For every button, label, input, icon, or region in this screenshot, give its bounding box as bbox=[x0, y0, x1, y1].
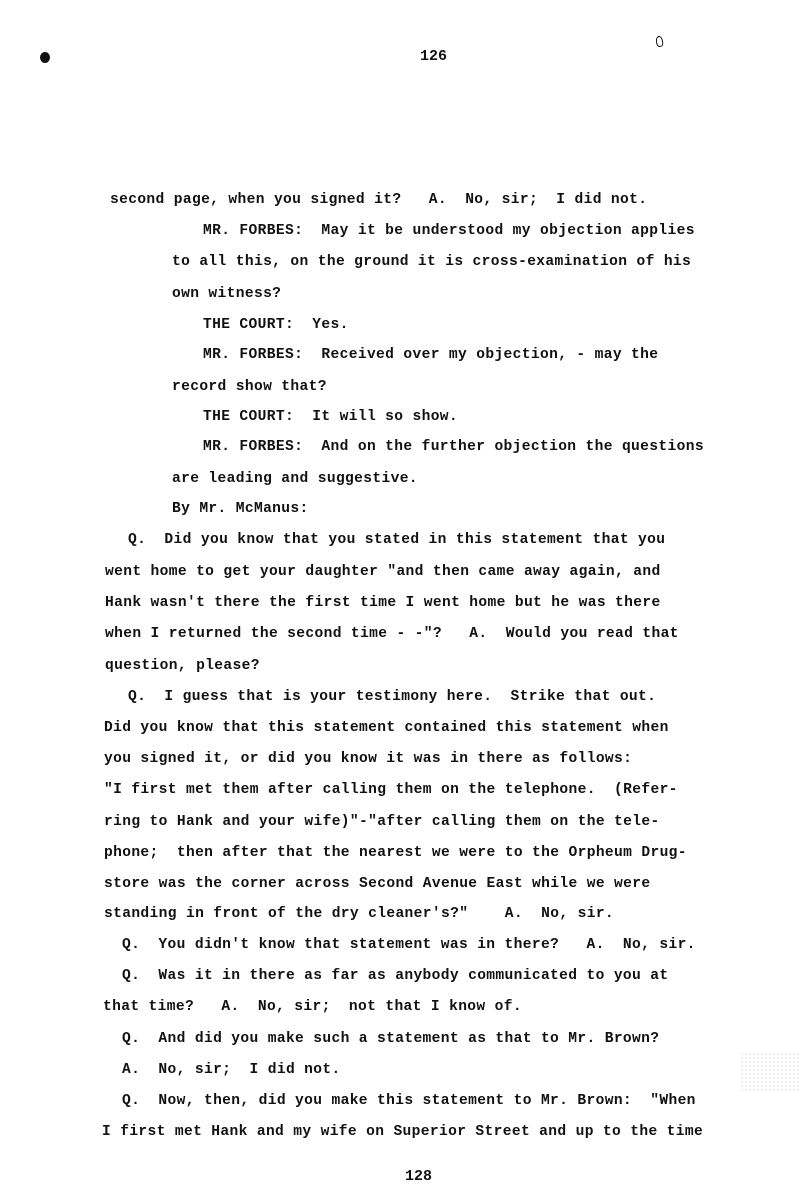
transcript-line: are leading and suggestive. bbox=[172, 471, 418, 487]
transcript-line: By Mr. McManus: bbox=[172, 501, 309, 517]
transcript-line: standing in front of the dry cleaner's?" A. No, sir. bbox=[104, 906, 615, 922]
transcript-line: record show that? bbox=[172, 379, 327, 395]
transcript-line: Did you know that this statement contained this statement when bbox=[104, 720, 669, 736]
page-number-top: 126 bbox=[420, 48, 448, 65]
transcript-line: "I first met them after calling them on the telephone. (Refer- bbox=[104, 782, 678, 798]
transcript-line: question, please? bbox=[105, 658, 260, 674]
punch-hole-mark bbox=[40, 52, 50, 63]
transcript-line: Q. I guess that is your testimony here. Strike that out. bbox=[128, 689, 657, 705]
transcript-line: Q. Was it in there as far as anybody communicated to you at bbox=[122, 968, 669, 984]
transcript-line: THE COURT: Yes. bbox=[203, 317, 349, 333]
transcript-line: Q. And did you make such a statement as that to Mr. Brown? bbox=[122, 1031, 660, 1047]
transcript-line: MR. FORBES: And on the further objection the questions bbox=[203, 439, 704, 455]
transcript-line: own witness? bbox=[172, 286, 282, 302]
transcript-line: ring to Hank and your wife)"-"after calling them on the tele- bbox=[104, 814, 660, 830]
transcript-line: Q. You didn't know that statement was in there? A. No, sir. bbox=[122, 937, 696, 953]
transcript-line: I first met Hank and my wife on Superior Street and up to the time bbox=[102, 1124, 704, 1140]
transcript-line: Q. Did you know that you stated in this statement that you bbox=[128, 532, 666, 548]
transcript-line: second page, when you signed it? A. No, sir; I did not. bbox=[110, 192, 648, 208]
ink-mark bbox=[655, 35, 664, 47]
transcript-line: phone; then after that the nearest we were to the Orpheum Drug- bbox=[104, 845, 687, 861]
transcript-line: Q. Now, then, did you make this statement to Mr. Brown: "When bbox=[122, 1093, 696, 1109]
transcript-line: store was the corner across Second Avenue East while we were bbox=[104, 876, 651, 892]
transcript-line: Hank wasn't there the first time I went home but he was there bbox=[105, 595, 661, 611]
transcript-line: when I returned the second time - -"? A. Would you read that bbox=[105, 626, 679, 642]
scan-noise bbox=[740, 1052, 800, 1092]
transcript-line: to all this, on the ground it is cross-examination of his bbox=[172, 254, 692, 270]
transcript-line: you signed it, or did you know it was in there as follows: bbox=[104, 751, 633, 767]
transcript-line: A. No, sir; I did not. bbox=[122, 1062, 341, 1078]
transcript-line: went home to get your daughter "and then came away again, and bbox=[105, 564, 661, 580]
transcript-line: that time? A. No, sir; not that I know of. bbox=[103, 999, 522, 1015]
transcript-line: THE COURT: It will so show. bbox=[203, 409, 459, 425]
transcript-line: MR. FORBES: Received over my objection, - may the bbox=[203, 347, 659, 363]
page-number-bottom: 128 bbox=[405, 1168, 433, 1185]
transcript-line: MR. FORBES: May it be understood my objection applies bbox=[203, 223, 695, 239]
